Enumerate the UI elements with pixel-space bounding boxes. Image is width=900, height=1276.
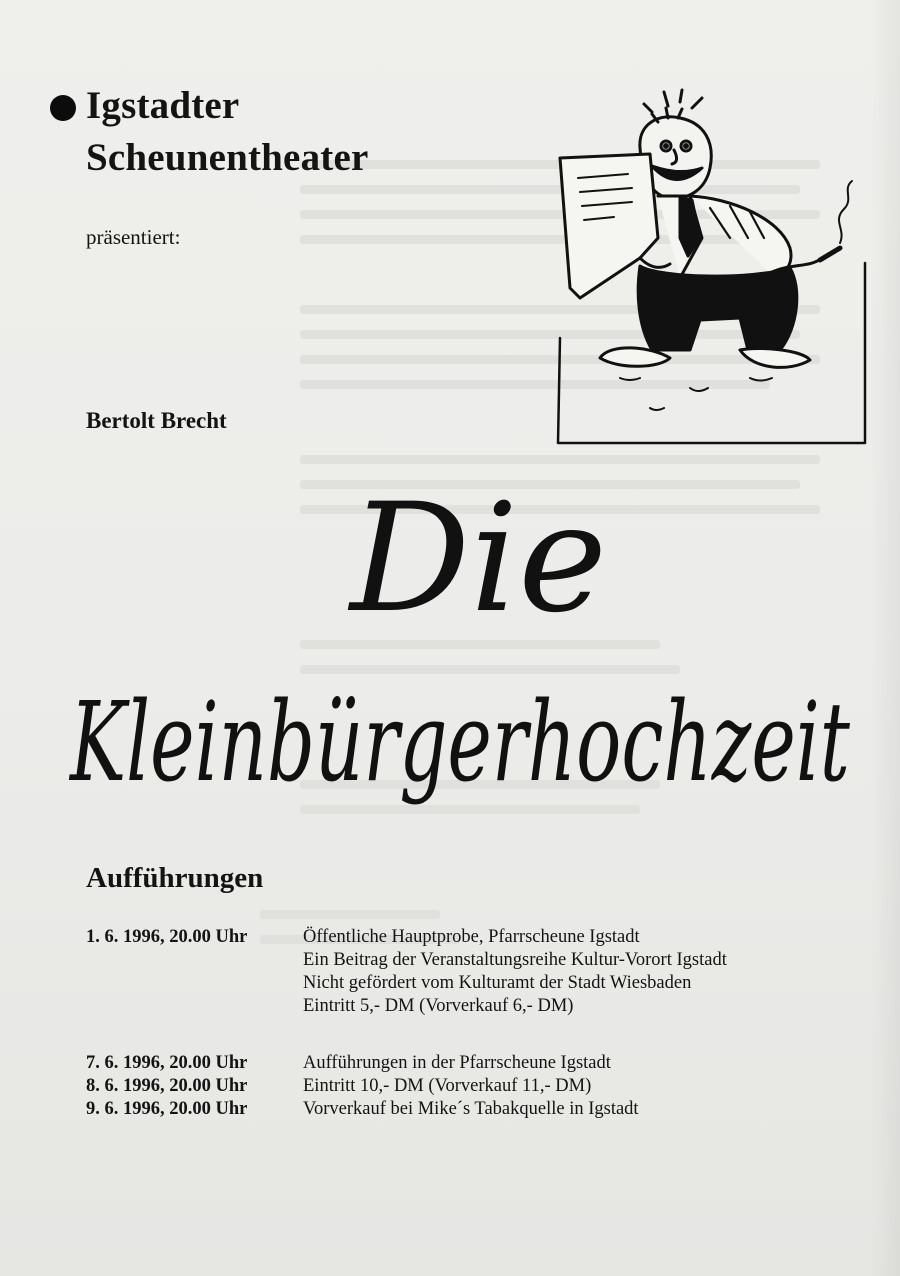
bullet-dot-icon <box>50 95 76 121</box>
play-title-line2: Kleinbürgerhochzeit <box>68 678 851 806</box>
theater-name-line2: Scheunentheater <box>86 136 369 179</box>
performance-detail-line: Nicht gefördert vom Kulturamt der Stadt Wiesbaden <box>303 973 692 993</box>
performance-date: 7. 6. 1996, 20.00 Uhr <box>86 1053 248 1073</box>
spacer <box>86 1018 846 1052</box>
performance-detail-line: Öffentliche Hauptprobe, Pfarrscheune Igstadt <box>303 927 640 947</box>
performances-heading: Aufführungen <box>86 862 264 894</box>
performance-group-preview <box>86 926 846 1018</box>
theater-name <box>86 80 368 184</box>
play-title <box>60 470 860 870</box>
performance-details <box>303 926 727 1018</box>
performance-detail-line: Aufführungen in der Pfarrscheune Igstadt <box>303 1053 611 1073</box>
performance-group-shows <box>86 1052 846 1121</box>
play-title-line1: Die <box>350 472 608 646</box>
performance-dates <box>86 926 303 1018</box>
author-name: Bertolt Brecht <box>86 408 227 433</box>
performance-dates <box>86 1052 303 1121</box>
theater-name-line1: Igstadter <box>86 84 240 127</box>
performance-date: 1. 6. 1996, 20.00 Uhr <box>86 927 248 947</box>
performance-detail-line: Eintritt 5,- DM (Vorverkauf 6,- DM) <box>303 996 574 1016</box>
performance-date: 8. 6. 1996, 20.00 Uhr <box>86 1076 248 1096</box>
performances-list <box>86 926 846 1121</box>
performance-date: 9. 6. 1996, 20.00 Uhr <box>86 1099 248 1119</box>
performance-detail-line: Ein Beitrag der Veranstaltungsreihe Kultur-Vorort Igstadt <box>303 950 727 970</box>
performance-details <box>303 1052 639 1121</box>
performance-detail-line: Vorverkauf bei Mike´s Tabakquelle in Igstadt <box>303 1099 639 1119</box>
performance-detail-line: Eintritt 10,- DM (Vorverkauf 11,- DM) <box>303 1076 592 1096</box>
presents-label: präsentiert: <box>86 225 181 249</box>
man-reading-newspaper-cartoon-icon <box>540 88 880 450</box>
